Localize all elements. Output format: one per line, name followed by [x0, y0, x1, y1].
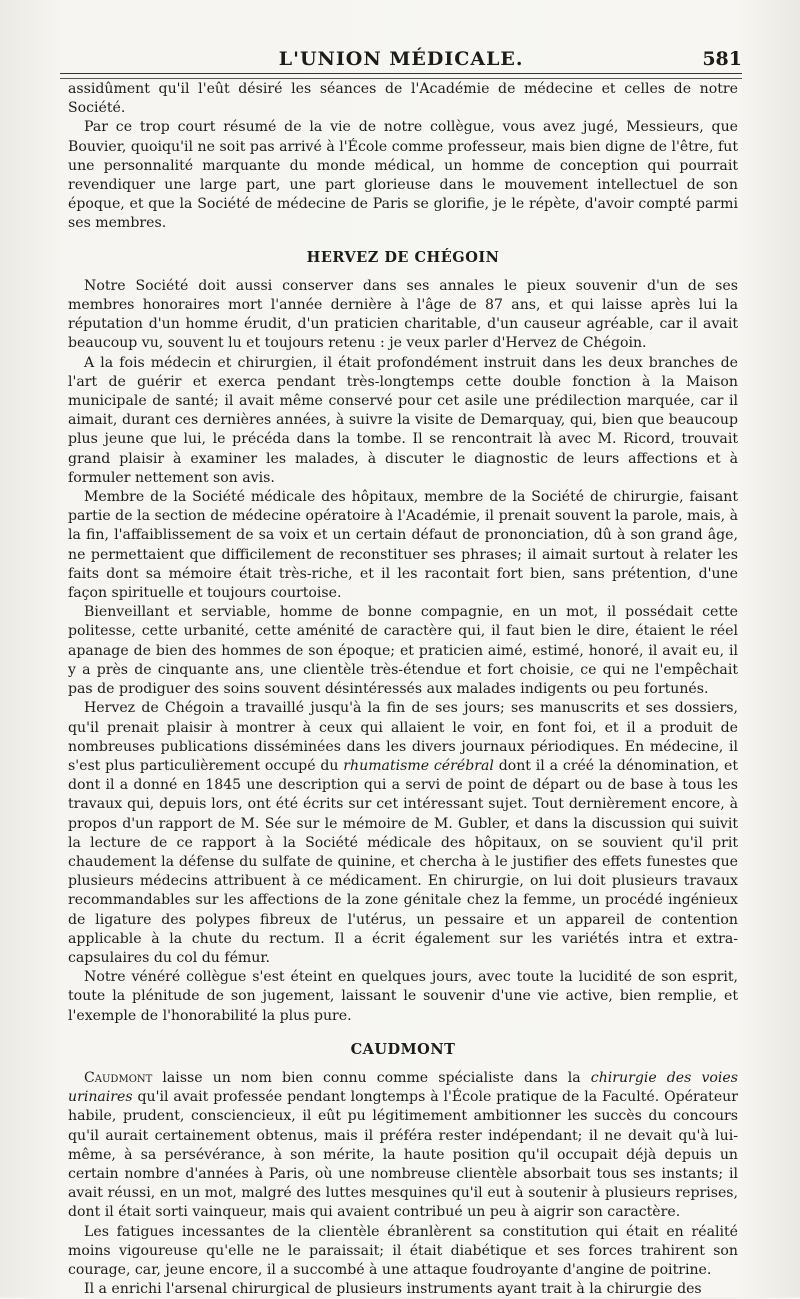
- article-body: [68, 80, 738, 1299]
- italic-term: chirurgie des voies urinaires: [68, 1069, 738, 1106]
- text-run: dont il a créé la dénomination, et dont il a donné en 1845 une description qui a servi de point de départ ou de base à tous les travaux qui, depuis lors, ont été écrits sur cet intéressant sujet. Tout dernièrement encore, à propos d'un rapport de M. Sée sur le mémoire de M. Gubler, et dans la discussion qui suivit la lecture de ce rapport à la Société médicale des hôpitaux, on se souvient qu'il prit chaudement la défense du sulfate de quinine, et chercha à le justifier des effets funestes que plusieurs médecins attribuent à ce médicament. En chirurgie, on lui doit plusieurs travaux recommandables sur les affections de la zone génitale chez la femme, un procédé ingénieux de ligature des polypes fibreux de l'utérus, un pessaire et un appareil de contention applicable à la chute du rectum. Il a écrit également sur les variétés intra et extra-capsulaires du col du fémur.: [68, 757, 739, 966]
- paragraph: [68, 699, 738, 968]
- paragraph: Notre Société doit aussi conserver dans ses annales le pieux souvenir d'un de ses membres honoraires mort l'année dernière à l'âge de 87 ans, et qui laisse après lui la réputation d'un homme érudit, d'un praticien charitable, d'un causeur agréable, car il avait beaucoup vu, souvent lu et toujours retenu : je veux parler d'Hervez de Chégoin.: [68, 277, 738, 352]
- section-title-hervez: HERVEZ DE CHÉGOIN: [306, 248, 500, 266]
- paragraph: Bienveillant et serviable, homme de bonne compagnie, en un mot, il possédait cette politesse, cette urbanité, cette aménité de caractère qui, il faut bien le dire, étaient le réel apanage de bien des hommes de son époque; et praticien aimé, estimé, honoré, il avait eu, il y a près de cinquante ans, une clientèle très-étendue et fort choisie, ce qui ne l'empêchait pas de prodiguer des soins souvent désintéressés aux malades indigents ou peu fortunés.: [68, 604, 738, 698]
- page-header: [60, 30, 742, 74]
- section-title-caudmont: CAUDMONT: [350, 1040, 456, 1058]
- header-rule: [60, 78, 742, 79]
- paragraph: Notre vénéré collègue s'est éteint en quelques jours, avec toute la lucidité de son esprit, toute la plénitude de son jugement, laissant le souvenir d'une vie active, bien remplie, et l'exemple de l'honorabilité la plus pure.: [68, 969, 738, 1024]
- running-head: L'UNION MÉDICALE.: [278, 48, 524, 70]
- name-smallcaps: Caudmont: [84, 1069, 153, 1086]
- page-number: 581: [702, 48, 742, 70]
- paragraph: assidûment qu'il l'eût désiré les séances de l'Académie de médecine et celles de notre Société.: [68, 81, 738, 117]
- paragraph: [68, 1069, 738, 1223]
- paragraph: Il a enrichi l'arsenal chirurgical de plusieurs instruments ayant trait à la chirurgie des: [84, 1281, 702, 1298]
- paragraph: Membre de la Société médicale des hôpitaux, membre de la Société de chirurgie, faisant partie de la section de médecine opératoire à l'Académie, il prenait souvent la parole, mais, à la fin, l'affaiblissement de sa voix et un certain défaut de prononciation, dû à son grand âge, ne permettaient que difficilement de reconstituer ses phrases; il aimait surtout à relater les faits dont sa mémoire était très-riche, et il les racontait fort bien, sans prétention, d'une façon spirituelle et toujours courtoise.: [68, 489, 738, 602]
- italic-term: rhumatisme cérébral: [343, 757, 494, 774]
- paragraph: Par ce trop court résumé de la vie de notre collègue, vous avez jugé, Messieurs, que Bouvier, quoiqu'il ne soit pas arrivé à l'École comme professeur, mais bien digne de l'être, fut une personnalité marquante du monde médical, un homme de conception qui pourrait revendiquer une large part, une part glorieuse dans le mouvement intellectuel de son époque, et que la Société de médecine de Paris se glorifie, je le répète, d'avoir compté parmi ses membres.: [68, 119, 738, 232]
- paragraph: A la fois médecin et chirurgien, il était profondément instruit dans les deux branches de l'art de guérir et exerca pendant très-longtemps cette double fonction à la Maison municipale de santé; il avait même conservé pour cet asile une prédilection marquée, car il aimait, durant ces dernières années, à suivre la visite de Demarquay, qui, bien que beaucoup plus jeune que lui, le précéda dans la tombe. Il se rencontrait là avec M. Ricord, trouvait grand plaisir à examiner les malades, à discuter le diagnostic de leurs affections et à formuler nettement son avis.: [68, 354, 738, 486]
- paragraph: Les fatigues incessantes de la clientèle ébranlèrent sa constitution qui était en réalité moins vigoureuse qu'elle ne le paraissait; il était diabétique et ses forces trahirent son courage, car, jeune encore, il a succombé à une attaque foudroyante d'angine de poitrine.: [68, 1223, 738, 1278]
- text-run: qu'il avait professée pendant longtemps à l'École pratique de la Faculté. Opérateur habile, prudent, consciencieux, il eût pu légitimement ambitionner les succès du concours qu'il aurait certainement obtenus, mais il préféra rester indépendant; il ne devait qu'à lui-même, à sa persévérance, à son mérite, la haute position qu'il occupait déjà depuis un certain nombre d'années à Paris, où une nombreuse clientèle absorbait tous ses instants; il avait réussi, en un mot, malgré des luttes mesquines qu'il eut à soutenir à plusieurs reprises, dont il était sorti vainqueur, mais qui avaient contribué un peu à aigrir son caractère.: [68, 1089, 738, 1221]
- text-run: Hervez de Chégoin a travaillé jusqu'à la fin de ses jours; ses manuscrits et ses dossiers, qu'il prenait plaisir à montrer à ceux qui allaient le voir, en font foi, et il a produit de nombreuses publications disséminées dans les divers journaux périodiques. En médecine, il s'est plus particulièrement occupé du: [68, 700, 738, 774]
- text-run: laisse un nom bien connu comme spécialiste dans la: [152, 1069, 591, 1086]
